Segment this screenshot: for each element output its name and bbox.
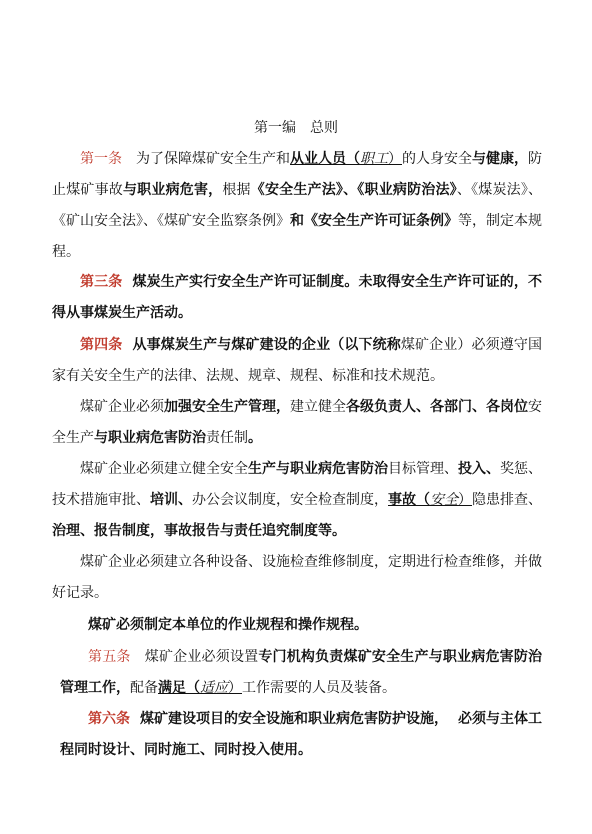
text-run: 与职业病危害防治 bbox=[94, 430, 206, 446]
text-run: 。 bbox=[248, 430, 262, 446]
article-3-paragraph bbox=[52, 267, 542, 329]
text-run: 配备 bbox=[130, 680, 158, 696]
text-run: 加强安全生产管理， bbox=[164, 399, 290, 415]
text-run: ） bbox=[228, 680, 242, 696]
text-run: 与健康， bbox=[472, 151, 528, 167]
text-run: 隐患排查、 bbox=[472, 492, 542, 508]
text-run: 安全生产 bbox=[52, 399, 542, 446]
article-4-label: 第四条 bbox=[80, 337, 123, 353]
operating-rules-paragraph bbox=[88, 610, 542, 641]
title-part: 第一编 bbox=[254, 120, 296, 136]
text-run: 职工 bbox=[360, 151, 388, 167]
article-1-label: 第一条 bbox=[80, 151, 122, 167]
text-run: ） bbox=[458, 492, 472, 508]
equipment-maintenance-paragraph bbox=[52, 547, 542, 609]
article-6-label: 第六条 bbox=[88, 711, 130, 727]
text-run: 与职业病危害， bbox=[122, 182, 223, 198]
text-run: 从业人员（ bbox=[290, 151, 360, 167]
text-run: 等，制定本规程。 bbox=[52, 213, 542, 260]
text-run: 满足（ bbox=[158, 680, 200, 696]
text-run: 责任制 bbox=[206, 430, 248, 446]
text-run: 从事煤炭生产与煤矿建设的企业（以下统称 bbox=[132, 337, 401, 353]
text-run: 各级负责人、各部门、各岗位 bbox=[346, 399, 528, 415]
text-run: 煤炭生产实行安全生产许可证制度。未取得安全生产许可证的，不得从事煤炭生产活动。 bbox=[52, 274, 542, 321]
text-run: 适应 bbox=[200, 680, 228, 696]
text-run: 建立健全 bbox=[290, 399, 346, 415]
text-run: 投入、 bbox=[458, 461, 500, 477]
text-run: 奖惩、技术措施审批、 bbox=[52, 461, 542, 508]
text-run: 煤矿企业必须建立健全安全 bbox=[80, 461, 248, 477]
text-run: 生产与职业病危害防治 bbox=[248, 461, 388, 477]
text-run: 防止煤矿事故 bbox=[52, 151, 542, 198]
text-run: 煤矿企业）必须遵守国家有关安全生产的法律、法规、规章、规程、标准和技术规范。 bbox=[52, 337, 542, 384]
safety-management-paragraph bbox=[52, 392, 542, 454]
text-run: 办公会议制度，安全检查制度， bbox=[192, 492, 388, 508]
text-run: 根据 bbox=[222, 182, 251, 198]
article-1-paragraph bbox=[52, 144, 542, 268]
text-run: 煤矿企业必须 bbox=[80, 399, 164, 415]
text-run: 和《安全生产许可证条例》 bbox=[290, 213, 458, 229]
text-run: 治理、报告制度，事故报告与责任追究制度等。 bbox=[52, 523, 346, 539]
title-section-name: 总则 bbox=[310, 120, 338, 136]
article-6-paragraph bbox=[60, 704, 542, 766]
article-4-paragraph bbox=[52, 330, 542, 392]
text-run: 安全 bbox=[430, 492, 458, 508]
text-run: 煤矿建设项目的安全设施和职业病危害防护设施， bbox=[140, 711, 448, 727]
article-5-label: 第五条 bbox=[88, 649, 131, 665]
text-run: 专门机构负责煤矿安全生产与职业病危害防治管理工作， bbox=[60, 649, 543, 696]
text-run: 目标管理、 bbox=[388, 461, 458, 477]
text-run: 工作需要的人员及装备。 bbox=[242, 680, 396, 696]
text-run: 培训、 bbox=[150, 492, 192, 508]
article-3-label: 第三条 bbox=[80, 274, 123, 290]
text-run: 煤矿企业必须设置 bbox=[144, 649, 259, 665]
text-run: 煤矿企业必须建立各种设备、设施检查维修制度，定期进行检查维修，并做好记录。 bbox=[52, 554, 542, 601]
text-run: ） bbox=[388, 151, 402, 167]
text-run: 、《煤炭法》、《矿山安全法》、《煤矿安全监察条例》 bbox=[52, 182, 543, 229]
page-title bbox=[0, 118, 592, 138]
management-system-paragraph bbox=[52, 454, 542, 547]
text-run: 煤矿必须制定本单位的作业规程和操作规程。 bbox=[88, 617, 368, 633]
text-run: 为了保障煤矿安全生产和 bbox=[136, 151, 290, 167]
text-run: 《安全生产法》、《职业病防治法》 bbox=[250, 182, 457, 198]
text-run: 的人身安全 bbox=[402, 151, 472, 167]
article-5-paragraph bbox=[60, 642, 542, 704]
text-run: 必须与主体工程同时设计、同时施工、同时投入使用。 bbox=[60, 711, 542, 758]
text-run: 事故（ bbox=[388, 492, 430, 508]
